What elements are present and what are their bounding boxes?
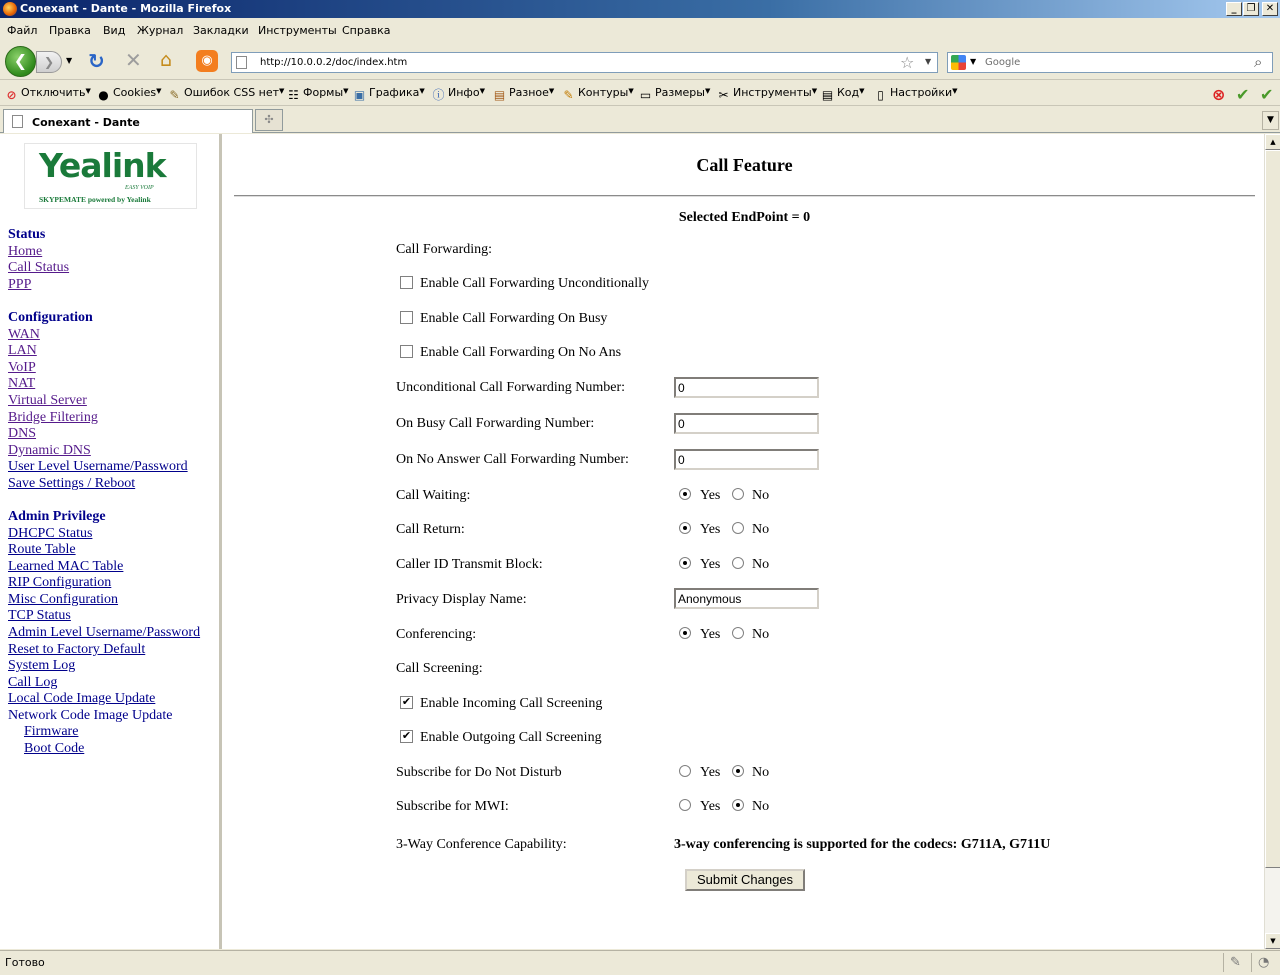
source-icon: ▤ <box>821 88 834 102</box>
outgoing-screening-label: Enable Outgoing Call Screening <box>420 730 602 745</box>
sidebar-link-wan[interactable]: WAN <box>8 327 40 342</box>
yes-label: Yes <box>700 799 721 814</box>
cf-busy-label: Enable Call Forwarding On Busy <box>420 311 608 326</box>
menu-tools[interactable]: Инструменты <box>258 24 337 37</box>
yes-label: Yes <box>700 522 721 537</box>
no-label: No <box>752 488 770 503</box>
window-title: Conexant - Dante - Mozilla Firefox <box>20 2 232 15</box>
reload-icon[interactable]: ↻ <box>88 49 105 73</box>
no-label: No <box>752 765 770 780</box>
cookie-icon: ● <box>98 88 109 102</box>
no-label: No <box>752 557 770 572</box>
sidebar <box>0 134 222 949</box>
url-dropdown-icon[interactable]: ▼ <box>925 57 932 66</box>
search-bar[interactable] <box>947 52 1273 73</box>
three-way-value: 3-way conferencing is supported for the codecs: G711A, G711U <box>674 837 1051 852</box>
search-input[interactable]: Google <box>985 57 1021 68</box>
no-answer-number-label: On No Answer Call Forwarding Number: <box>396 452 629 467</box>
page-icon <box>236 56 247 69</box>
disable-icon: ⊘ <box>6 88 17 102</box>
firefox-icon <box>3 2 17 16</box>
menu-bookmarks[interactable]: Закладки <box>193 24 249 37</box>
sidebar-link-system-log[interactable]: System Log <box>8 658 76 673</box>
no-label: No <box>752 627 770 642</box>
toolbar-forms[interactable]: ☷ Формы▼ <box>286 86 349 103</box>
sidebar-link-nat[interactable]: NAT <box>8 376 36 391</box>
sidebar-link-firmware[interactable]: Firmware <box>24 724 79 739</box>
call-return-no-radio[interactable] <box>732 522 744 534</box>
home-icon[interactable]: ⌂ <box>160 49 173 71</box>
navigation-bar <box>0 42 1280 80</box>
status-heading: Status <box>8 227 46 242</box>
options-icon: ▯ <box>877 88 884 102</box>
incoming-screening-label: Enable Incoming Call Screening <box>420 696 603 711</box>
call-forwarding-label: Call Forwarding: <box>396 242 493 257</box>
toolbar-label: Инструменты <box>733 86 812 99</box>
tab-list-icon[interactable]: ▼ <box>1262 111 1279 130</box>
toolbar-misc[interactable]: ▤ Разное▼ <box>493 86 555 102</box>
call-return-yes-radio[interactable] <box>679 522 691 534</box>
unconditional-number-input[interactable]: 0 <box>674 377 819 398</box>
sidebar-link-save-reboot[interactable]: Save Settings / Reboot <box>8 476 136 491</box>
menu-edit[interactable]: Правка <box>49 24 91 37</box>
search-engine-dropdown-icon[interactable]: ▼ <box>970 57 977 66</box>
close-button[interactable]: ✕ <box>1262 2 1278 16</box>
logo-subtitle: SKYPEMATE powered by Yealink <box>39 195 151 204</box>
status-bar <box>0 950 1280 975</box>
toolbar-css[interactable]: ✎ Ошибок CSS нет▼ <box>167 86 284 103</box>
sidebar-link-admin-password[interactable]: Admin Level Username/Password <box>8 625 201 640</box>
back-button[interactable]: ❮ <box>5 46 36 77</box>
google-icon[interactable] <box>951 55 966 70</box>
toolbar-images[interactable]: ▣ Графика▼ <box>353 86 425 102</box>
menu-history[interactable]: Журнал <box>137 24 184 37</box>
page-icon <box>12 115 23 128</box>
call-waiting-no-radio[interactable] <box>732 488 744 500</box>
sidebar-link-lan[interactable]: LAN <box>8 343 37 358</box>
configuration-heading: Configuration <box>8 310 93 325</box>
three-way-label: 3-Way Conference Capability: <box>396 837 567 852</box>
privacy-name-input[interactable]: Anonymous <box>674 588 819 609</box>
error-icon[interactable]: ⊗ <box>1212 85 1226 104</box>
sidebar-link-call-log[interactable]: Call Log <box>8 675 58 690</box>
yes-label: Yes <box>700 765 721 780</box>
divider <box>1223 953 1224 972</box>
check-icon[interactable]: ✔ <box>1260 85 1274 104</box>
caller-id-block-no-radio[interactable] <box>732 557 744 569</box>
divider <box>1251 953 1252 972</box>
logo-tagline: EASY VOIP <box>125 185 154 191</box>
sidebar-link-user-password[interactable]: User Level Username/Password <box>8 459 188 474</box>
misc-icon: ▤ <box>493 88 506 102</box>
page-content <box>0 134 1280 949</box>
sidebar-link-local-image[interactable]: Local Code Image Update <box>8 691 156 706</box>
outgoing-screening-checkbox[interactable]: ✔ <box>401 730 412 742</box>
caller-id-block-yes-radio[interactable] <box>679 557 691 569</box>
privacy-name-label: Privacy Display Name: <box>396 592 527 607</box>
toolbar-label: Формы <box>303 86 344 99</box>
call-return-label: Call Return: <box>396 522 465 537</box>
scroll-thumb[interactable] <box>1265 150 1280 868</box>
stop-icon[interactable]: ✕ <box>125 48 142 72</box>
cf-unconditional-label: Enable Call Forwarding Unconditionally <box>420 276 650 291</box>
toolbar-resize[interactable]: ▭ Размеры▼ <box>639 86 711 102</box>
check-icon[interactable]: ✔ <box>1236 85 1250 104</box>
maximize-button[interactable]: ❐ <box>1243 2 1259 16</box>
conferencing-label: Conferencing: <box>396 627 477 642</box>
tools-icon: ✂ <box>718 88 729 102</box>
conferencing-yes-radio[interactable] <box>679 627 691 639</box>
toolbar-tools[interactable]: ✂ Инструменты▼ <box>716 86 817 103</box>
toolbar-outline[interactable]: ✎ Контуры▼ <box>561 86 634 103</box>
sidebar-link-call-status[interactable]: Call Status <box>8 260 70 275</box>
sidebar-link-voip[interactable]: VoIP <box>8 360 36 375</box>
unconditional-number-label: Unconditional Call Forwarding Number: <box>396 380 626 395</box>
toolbar-label: Инфо <box>448 86 480 99</box>
call-waiting-yes-radio[interactable] <box>679 488 691 500</box>
dnd-yes-radio[interactable] <box>679 765 691 777</box>
toolbar-cookies[interactable]: ● Cookies▼ <box>96 86 161 103</box>
new-tab-button[interactable]: ✣ <box>255 109 283 131</box>
rss-icon[interactable]: ◉ <box>196 50 218 72</box>
toolbar-label: Ошибок CSS нет <box>184 86 280 99</box>
cf-busy-checkbox[interactable] <box>400 311 413 324</box>
sidebar-link-home[interactable]: Home <box>8 244 43 259</box>
search-icon[interactable]: ⌕ <box>1254 53 1263 71</box>
title-bar <box>0 0 1280 18</box>
toolbar-label: Контуры <box>578 86 629 99</box>
tab-label: Conexant - Dante <box>32 116 140 129</box>
mwi-label: Subscribe for MWI: <box>396 799 509 814</box>
sidebar-link-ppp[interactable]: PPP <box>8 277 32 292</box>
main-panel <box>225 134 1264 949</box>
tab-bar <box>0 108 1280 133</box>
dnd-label: Subscribe for Do Not Disturb <box>396 765 562 780</box>
menu-file[interactable]: Файл <box>7 24 38 37</box>
menu-help[interactable]: Справка <box>342 24 391 37</box>
scroll-down-icon[interactable]: ▼ <box>1265 933 1280 949</box>
bookmark-star-icon[interactable]: ☆ <box>900 53 915 72</box>
admin-heading: Admin Privilege <box>8 509 106 524</box>
sidebar-link-tcp-status[interactable]: TCP Status <box>8 608 71 623</box>
mwi-yes-radio[interactable] <box>679 799 691 811</box>
menu-bar <box>0 20 1280 41</box>
sidebar-link-route-table[interactable]: Route Table <box>8 542 76 557</box>
network-image-label: Network Code Image Update <box>8 708 173 723</box>
resize-icon: ▭ <box>639 88 652 102</box>
status-text: Готово <box>5 956 45 969</box>
forms-icon: ☷ <box>288 88 299 102</box>
call-screening-label: Call Screening: <box>396 661 483 676</box>
info-icon: ⓘ <box>432 88 445 102</box>
mwi-no-radio[interactable] <box>732 799 744 811</box>
toolbar-info[interactable]: ⓘ Инфо▼ <box>432 86 485 102</box>
toolbar-label: Код <box>837 86 860 99</box>
busy-number-input[interactable]: 0 <box>674 413 819 434</box>
images-icon: ▣ <box>353 88 366 102</box>
sidebar-link-mac-table[interactable]: Learned MAC Table <box>8 559 124 574</box>
feed-icon[interactable]: ◔ <box>1258 955 1270 970</box>
cf-unconditional-checkbox[interactable] <box>400 276 413 289</box>
dnd-no-radio[interactable] <box>732 765 744 777</box>
toolbar-label: Графика <box>369 86 420 99</box>
web-developer-toolbar <box>0 82 1280 106</box>
sidebar-link-dynamic-dns[interactable]: Dynamic DNS <box>8 443 91 458</box>
no-label: No <box>752 799 770 814</box>
busy-number-label: On Busy Call Forwarding Number: <box>396 416 595 431</box>
sidebar-link-factory-reset[interactable]: Reset to Factory Default <box>8 642 146 657</box>
addon-icon[interactable]: ✎ <box>1230 955 1241 970</box>
sidebar-link-virtual-server[interactable]: Virtual Server <box>8 393 87 408</box>
sidebar-link-boot-code[interactable]: Boot Code <box>24 741 85 756</box>
conferencing-no-radio[interactable] <box>732 627 744 639</box>
toolbar-disable[interactable]: ⊘ Отключить▼ <box>4 86 91 103</box>
cf-no-answer-label: Enable Call Forwarding On No Ans <box>420 345 622 360</box>
toolbar-label: Настройки <box>890 86 953 99</box>
caller-id-block-label: Caller ID Transmit Block: <box>396 557 543 572</box>
toolbar-label: Разное <box>509 86 549 99</box>
outline-icon: ✎ <box>563 88 574 102</box>
yes-label: Yes <box>700 488 721 503</box>
toolbar-source[interactable]: ▤ Код▼ <box>821 86 865 102</box>
logo-wordmark: Yealink <box>39 146 166 185</box>
toolbar-options[interactable]: ▯ Настройки▼ <box>873 86 958 103</box>
tab-conexant[interactable] <box>3 109 253 133</box>
url-bar[interactable] <box>231 52 938 73</box>
forward-button[interactable]: ❯ <box>36 51 62 73</box>
call-waiting-label: Call Waiting: <box>396 488 471 503</box>
sidebar-link-misc-config[interactable]: Misc Configuration <box>8 592 119 607</box>
incoming-screening-checkbox[interactable]: ✔ <box>401 696 412 708</box>
toolbar-label: Размеры <box>655 86 705 99</box>
sidebar-link-bridge-filtering[interactable]: Bridge Filtering <box>8 410 98 425</box>
scroll-up-icon[interactable]: ▲ <box>1265 134 1280 150</box>
minimize-button[interactable]: _ <box>1226 2 1242 16</box>
menu-view[interactable]: Вид <box>103 24 126 37</box>
sidebar-link-dhcpc-status[interactable]: DHCPC Status <box>8 526 93 541</box>
page-title: Call Feature <box>696 155 793 175</box>
endpoint-label: Selected EndPoint = 0 <box>678 210 811 225</box>
toolbar-label: Cookies <box>113 86 157 99</box>
cf-no-answer-checkbox[interactable] <box>400 345 413 358</box>
no-answer-number-input[interactable]: 0 <box>674 449 819 470</box>
sidebar-link-rip-config[interactable]: RIP Configuration <box>8 575 112 590</box>
history-dropdown-icon[interactable]: ▼ <box>66 56 73 65</box>
divider <box>234 195 1255 197</box>
url-text[interactable]: http://10.0.0.2/doc/index.htm <box>260 57 408 68</box>
pencil-icon: ✎ <box>169 88 180 102</box>
vertical-scrollbar[interactable] <box>1264 134 1280 949</box>
toolbar-label: Отключить <box>21 86 86 99</box>
yes-label: Yes <box>700 557 721 572</box>
no-label: No <box>752 522 770 537</box>
yes-label: Yes <box>700 627 721 642</box>
sidebar-link-dns[interactable]: DNS <box>8 426 37 441</box>
yealink-logo <box>24 143 197 209</box>
submit-changes-button[interactable]: Submit Changes <box>685 869 805 891</box>
